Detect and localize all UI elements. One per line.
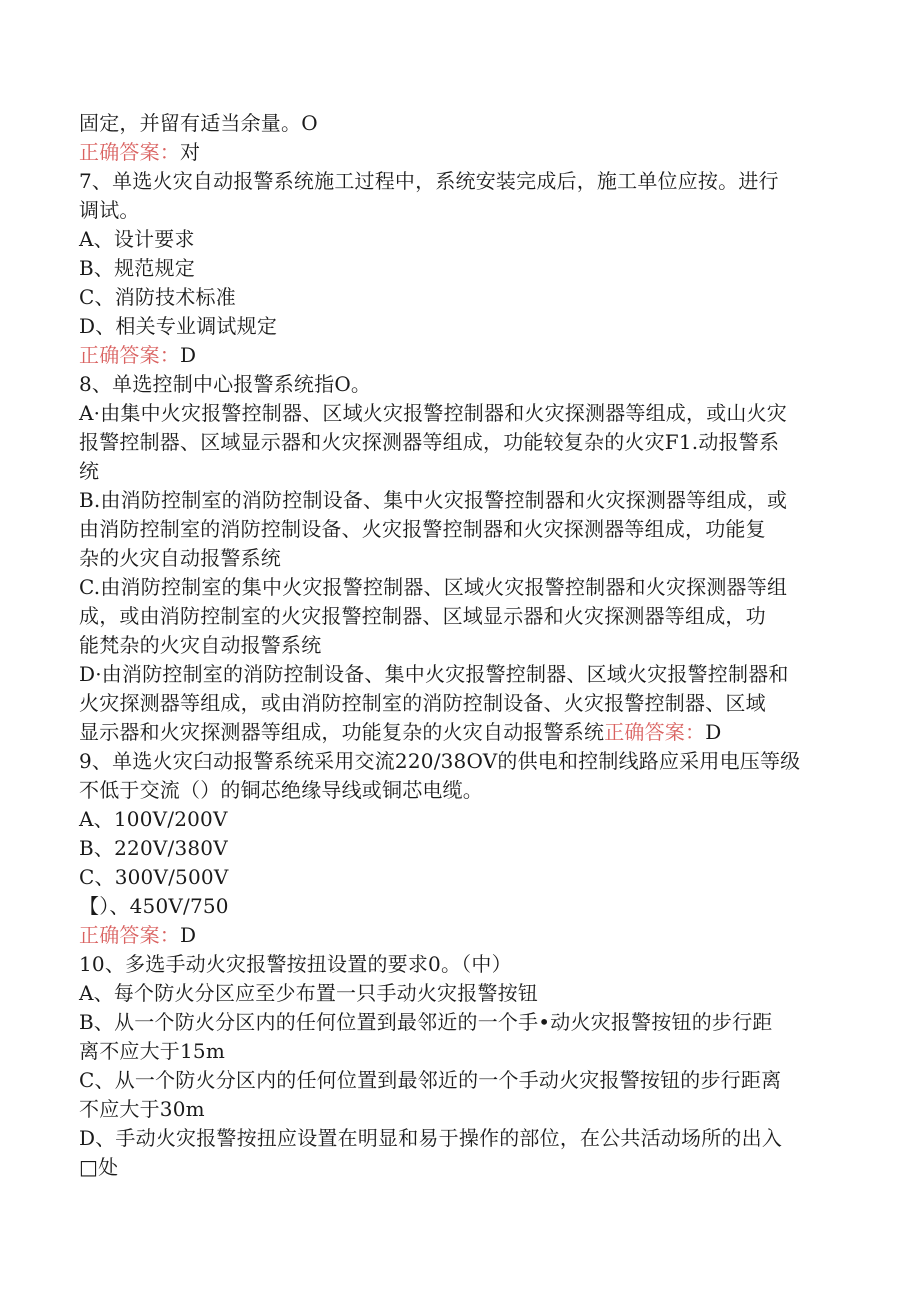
option-b-cont: 由消防控制室的消防控制设备、火灾报警控制器和火灾探测器等组成，功能复 xyxy=(79,517,766,541)
option-c: C、从一个防火分区内的任何位置到最邻近的一个手动火灾报警按钮的步行距离 xyxy=(79,1068,782,1092)
answer-value: D xyxy=(705,720,722,744)
document-page xyxy=(79,109,839,1182)
answer-label: 正确答案： xyxy=(79,923,180,947)
question-10-title: 10、多选手动火灾报警按扭设置的要求0。（中） xyxy=(79,952,512,976)
option-b: B.由消防控制室的消防控制设备、集中火灾报警控制器和火灾探测器等组成，或 xyxy=(79,488,788,512)
option-d: D、手动火灾报警按扭应设置在明显和易于操作的部位，在公共活动场所的出入 xyxy=(79,1126,783,1150)
option-c-cont: 不应大于30m xyxy=(79,1097,205,1121)
option-a: A、100V/200V xyxy=(79,807,228,831)
answer-value: D xyxy=(180,923,197,947)
option-d: 【）、450V/750 xyxy=(79,894,229,918)
option-a: A、每个防火分区应至少布置一只手动火灾报警按钮 xyxy=(79,981,539,1005)
option-b: B、从一个防火分区内的任何位置到最邻近的一个手•动火灾报警按钮的步行距 xyxy=(79,1010,773,1034)
answer-value: D xyxy=(180,343,197,367)
answer-label: 正确答案： xyxy=(604,720,706,744)
option-a-cont: 报警控制器、区域显示器和火灾探测器等组成，功能较复杂的火灾F1.动报警系 xyxy=(79,430,780,454)
answer-label: 正确答案： xyxy=(79,140,180,164)
question-7-title-cont: 调试。 xyxy=(79,198,140,222)
option-a-cont: 统 xyxy=(79,459,100,483)
option-d: D、相关专业调试规定 xyxy=(79,314,278,338)
answer-line xyxy=(79,921,839,950)
question-7-title: 7、单选火灾自动报警系统施工过程中，系统安装完成后，施工单位应按。进行 xyxy=(79,169,779,193)
option-c: C、300V/500V xyxy=(79,865,229,889)
option-d-cont-with-answer xyxy=(79,718,839,747)
option-d-text: 显示器和火灾探测器等组成，功能复杂的火灾自动报警系统 xyxy=(79,720,605,744)
question-9-title-cont: 不低于交流（）的铜芯绝缘导线或铜芯电缆。 xyxy=(79,778,483,802)
option-c-cont: 成，或由消防控制室的火灾报警控制器、区域显示器和火灾探测器等组成，功 xyxy=(79,604,766,628)
answer-label: 正确答案： xyxy=(79,343,180,367)
option-d: D·由消防控制室的消防控制设备、集中火灾报警控制器、区域火灾报警控制器和 xyxy=(79,662,789,686)
option-c: C、消防技术标准 xyxy=(79,285,236,309)
answer-line xyxy=(79,138,839,167)
question-9-title: 9、单选火灾臼动报警系统采用交流220/38OV的供电和控制线路应采用电压等级 xyxy=(79,749,801,773)
option-d-cont: 火灾探测器等组成，或由消防控制室的消防控制设备、火灾报警控制器、区域 xyxy=(79,691,766,715)
text-line: 固定，并留有适当余量。O xyxy=(79,111,318,135)
option-c: C.由消防控制室的集中火灾报警控制器、区域火灾报警控制器和火灾探测器等组 xyxy=(79,575,788,599)
option-b-cont: 离不应大于15m xyxy=(79,1039,226,1063)
option-b: B、220V/380V xyxy=(79,836,228,860)
option-b-cont: 杂的火灾自动报警系统 xyxy=(79,546,281,570)
answer-line xyxy=(79,341,839,370)
question-8-title: 8、单选控制中心报警系统指O。 xyxy=(79,372,372,396)
option-a: A·由集中火灾报警控制器、区域火灾报警控制器和火灾探测器等组成，或山火灾 xyxy=(79,401,788,425)
option-d-cont: □处 xyxy=(79,1155,119,1179)
answer-value: 对 xyxy=(180,140,201,164)
option-b: B、规范规定 xyxy=(79,256,195,280)
option-c-cont: 能梵杂的火灾自动报警系统 xyxy=(79,633,322,657)
option-a: A、设计要求 xyxy=(79,227,195,251)
